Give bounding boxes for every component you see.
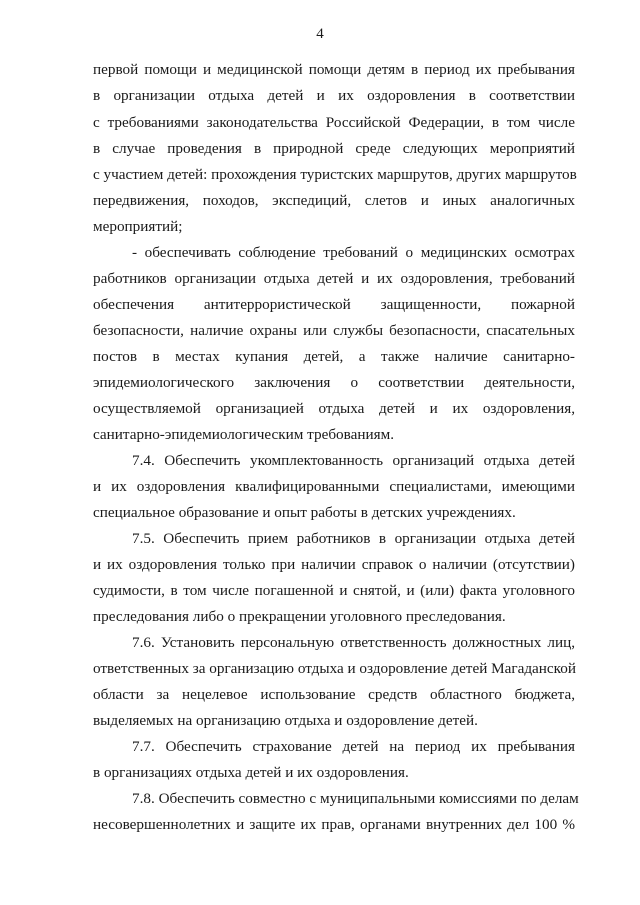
text-line: судимости, в том числе погашенной и снятой, и (или) факта уголовного [93, 582, 575, 599]
text-line: с участием детей: прохождения туристских маршрутов, других маршрутов [93, 166, 577, 183]
text-line: в случае проведения в природной среде следующих мероприятий [93, 140, 575, 157]
text-line: безопасности, наличие охраны или службы безопасности, спасательных [93, 322, 575, 339]
text-line: первой помощи и медицинской помощи детям в период их пребывания [93, 61, 575, 78]
text-line: обеспечения антитеррористической защищенности, пожарной [93, 296, 575, 313]
text-line: 7.5. Обеспечить прием работников в организации отдыха детей [132, 530, 575, 547]
text-line: передвижения, походов, экспедиций, слетов и иных аналогичных [93, 192, 575, 209]
text-line: специальное образование и опыт работы в детских учреждениях. [93, 504, 516, 521]
text-line: области за нецелевое использование средств областного бюджета, [93, 686, 575, 703]
text-line: 7.7. Обеспечить страхование детей на период их пребывания [132, 738, 575, 755]
text-line: осуществляемой организацией отдыха детей и их оздоровления, [93, 400, 575, 417]
text-line: и их оздоровления только при наличии справок о наличии (отсутствии) [93, 556, 575, 573]
text-line: работников организации отдыха детей и их оздоровления, требований [93, 270, 575, 287]
text-line: - обеспечивать соблюдение требований о медицинских осмотрах [132, 244, 575, 261]
text-line: в организациях отдыха детей и их оздоровления. [93, 764, 409, 781]
text-line: выделяемых на организацию отдыха и оздоровление детей. [93, 712, 478, 729]
text-line: 7.4. Обеспечить укомплектованность организаций отдыха детей [132, 452, 575, 469]
text-line: 7.8. Обеспечить совместно с муниципальными комиссиями по делам [132, 790, 579, 807]
text-line: преследования либо о прекращении уголовного преследования. [93, 608, 506, 625]
text-line: эпидемиологического заключения о соответствии деятельности, [93, 374, 575, 391]
text-line: 7.6. Установить персональную ответственность должностных лиц, [132, 634, 575, 651]
text-line: ответственных за организацию отдыха и оздоровление детей Магаданской [93, 660, 576, 677]
text-line: несовершеннолетних и защите их прав, органами внутренних дел 100 % [93, 816, 575, 833]
page-number: 4 [316, 26, 324, 42]
text-line: с требованиями законодательства Российской Федерации, в том числе [93, 114, 575, 131]
text-line: постов в местах купания детей, а также наличие санитарно- [93, 348, 575, 365]
text-line: санитарно-эпидемиологическим требованиям. [93, 426, 395, 443]
text-line: в организации отдыха детей и их оздоровления в соответствии [93, 87, 575, 104]
text-line: мероприятий; [93, 218, 183, 235]
text-line: и их оздоровления квалифицированными специалистами, имеющими [93, 478, 575, 495]
